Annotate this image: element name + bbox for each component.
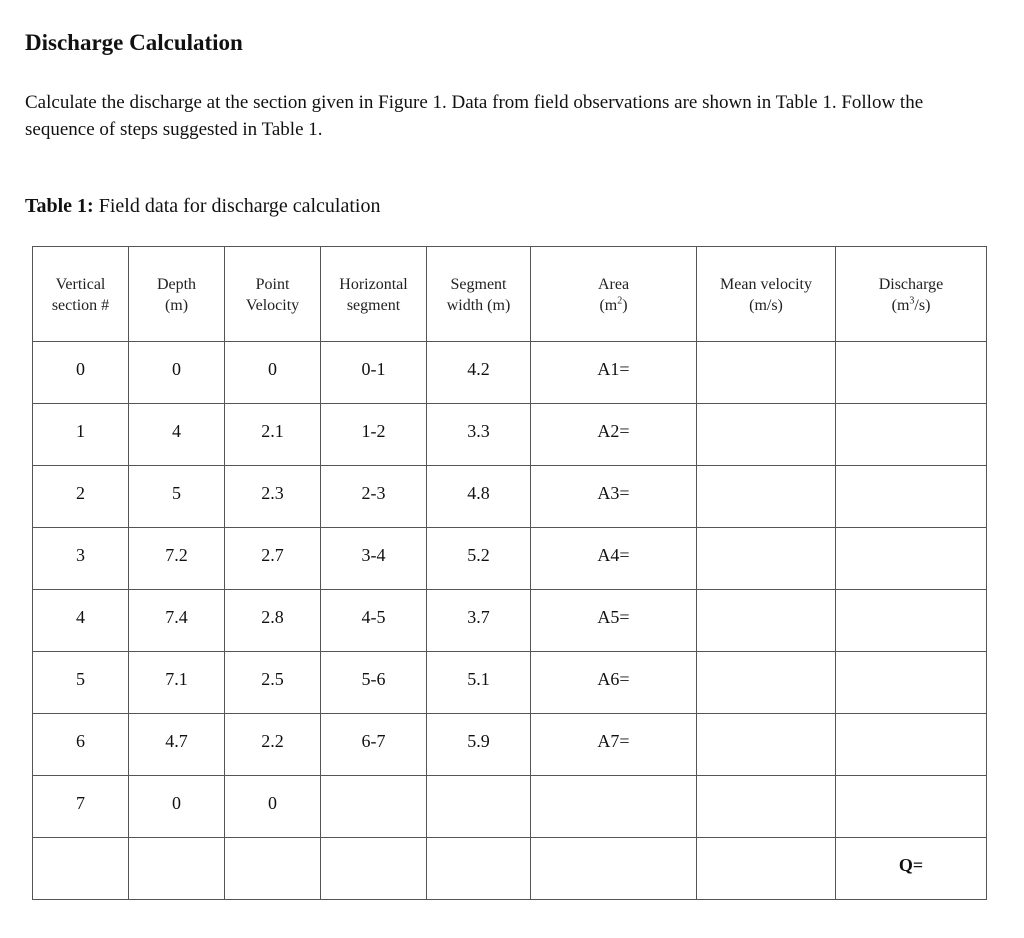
cell-area: A6= [531, 652, 697, 714]
cell-velocity: 2.5 [225, 652, 321, 714]
table-row [33, 528, 987, 590]
header-point-velocity: Point Velocity [225, 247, 321, 342]
cell-section: 2 [33, 466, 129, 528]
cell-empty [427, 838, 531, 900]
cell-discharge [836, 590, 987, 652]
header-horizontal-segment: Horizontal segment [321, 247, 427, 342]
cell-depth: 0 [129, 776, 225, 838]
cell-empty [697, 838, 836, 900]
cell-empty [33, 838, 129, 900]
cell-depth: 4 [129, 404, 225, 466]
cell-section: 3 [33, 528, 129, 590]
cell-width: 3.3 [427, 404, 531, 466]
table-row [33, 714, 987, 776]
total-row [33, 838, 987, 900]
cell-velocity: 0 [225, 342, 321, 404]
cell-mean-velocity [697, 590, 836, 652]
cell-mean-velocity [697, 714, 836, 776]
cell-area: A4= [531, 528, 697, 590]
cell-depth: 7.2 [129, 528, 225, 590]
cell-mean-velocity [697, 776, 836, 838]
table-caption-text: Field data for discharge calculation [93, 195, 381, 217]
cell-velocity: 2.3 [225, 466, 321, 528]
cell-section: 4 [33, 590, 129, 652]
cell-width: 5.2 [427, 528, 531, 590]
header-row [33, 247, 987, 342]
cell-width: 5.9 [427, 714, 531, 776]
cell-section: 5 [33, 652, 129, 714]
cell-section: 7 [33, 776, 129, 838]
total-discharge-label: Q= [836, 838, 987, 900]
table-row [33, 776, 987, 838]
header-area: Area $(m^2)$ [531, 247, 697, 342]
cell-area [531, 776, 697, 838]
cell-area: A7= [531, 714, 697, 776]
cell-discharge [836, 466, 987, 528]
cell-mean-velocity [697, 404, 836, 466]
cell-discharge [836, 404, 987, 466]
cell-area: A2= [531, 404, 697, 466]
cell-depth: 4.7 [129, 714, 225, 776]
intro-paragraph: Calculate the discharge at the section given in Figure 1. Data from field observations are shown in Table 1. Follow the sequence of steps suggested in Table 1. [25, 92, 924, 140]
table-caption [25, 195, 380, 218]
cell-segment: 3-4 [321, 528, 427, 590]
cell-mean-velocity [697, 466, 836, 528]
cell-section: 6 [33, 714, 129, 776]
cell-section: 0 [33, 342, 129, 404]
cell-discharge [836, 776, 987, 838]
cell-segment: 4-5 [321, 590, 427, 652]
cell-segment: 6-7 [321, 714, 427, 776]
cell-discharge [836, 652, 987, 714]
cell-width [427, 776, 531, 838]
table-row [33, 466, 987, 528]
cell-area: A5= [531, 590, 697, 652]
header-vertical-section: Vertical section # [33, 247, 129, 342]
cell-discharge [836, 714, 987, 776]
cell-depth: 0 [129, 342, 225, 404]
cell-discharge [836, 342, 987, 404]
cell-segment [321, 776, 427, 838]
cell-velocity: 2.8 [225, 590, 321, 652]
cell-mean-velocity [697, 652, 836, 714]
cell-discharge [836, 528, 987, 590]
cell-empty [225, 838, 321, 900]
header-discharge: Discharge $(m^3/s)$ [836, 247, 987, 342]
cell-width: 4.8 [427, 466, 531, 528]
cell-area: A1= [531, 342, 697, 404]
cell-velocity: 2.1 [225, 404, 321, 466]
cell-empty [129, 838, 225, 900]
cell-depth: 7.4 [129, 590, 225, 652]
cell-area: A3= [531, 466, 697, 528]
cell-section: 1 [33, 404, 129, 466]
table-row [33, 342, 987, 404]
table-caption-label: Table 1: [25, 195, 94, 217]
header-segment-width: Segment width (m) [427, 247, 531, 342]
cell-segment: 5-6 [321, 652, 427, 714]
cell-width: 5.1 [427, 652, 531, 714]
cell-empty [321, 838, 427, 900]
field-data-table [32, 246, 987, 900]
cell-mean-velocity [697, 528, 836, 590]
table-row [33, 404, 987, 466]
cell-velocity: 0 [225, 776, 321, 838]
cell-segment: 0-1 [321, 342, 427, 404]
cell-segment: 2-3 [321, 466, 427, 528]
header-depth: Depth (m) [129, 247, 225, 342]
table-row [33, 590, 987, 652]
cell-width: 3.7 [427, 590, 531, 652]
cell-mean-velocity [697, 342, 836, 404]
header-mean-velocity: Mean velocity (m/s) [697, 247, 836, 342]
cell-depth: 5 [129, 466, 225, 528]
cell-velocity: 2.2 [225, 714, 321, 776]
cell-empty [531, 838, 697, 900]
cell-segment: 1-2 [321, 404, 427, 466]
cell-depth: 7.1 [129, 652, 225, 714]
cell-velocity: 2.7 [225, 528, 321, 590]
page-title: Discharge Calculation [25, 30, 243, 55]
cell-width: 4.2 [427, 342, 531, 404]
table-row [33, 652, 987, 714]
